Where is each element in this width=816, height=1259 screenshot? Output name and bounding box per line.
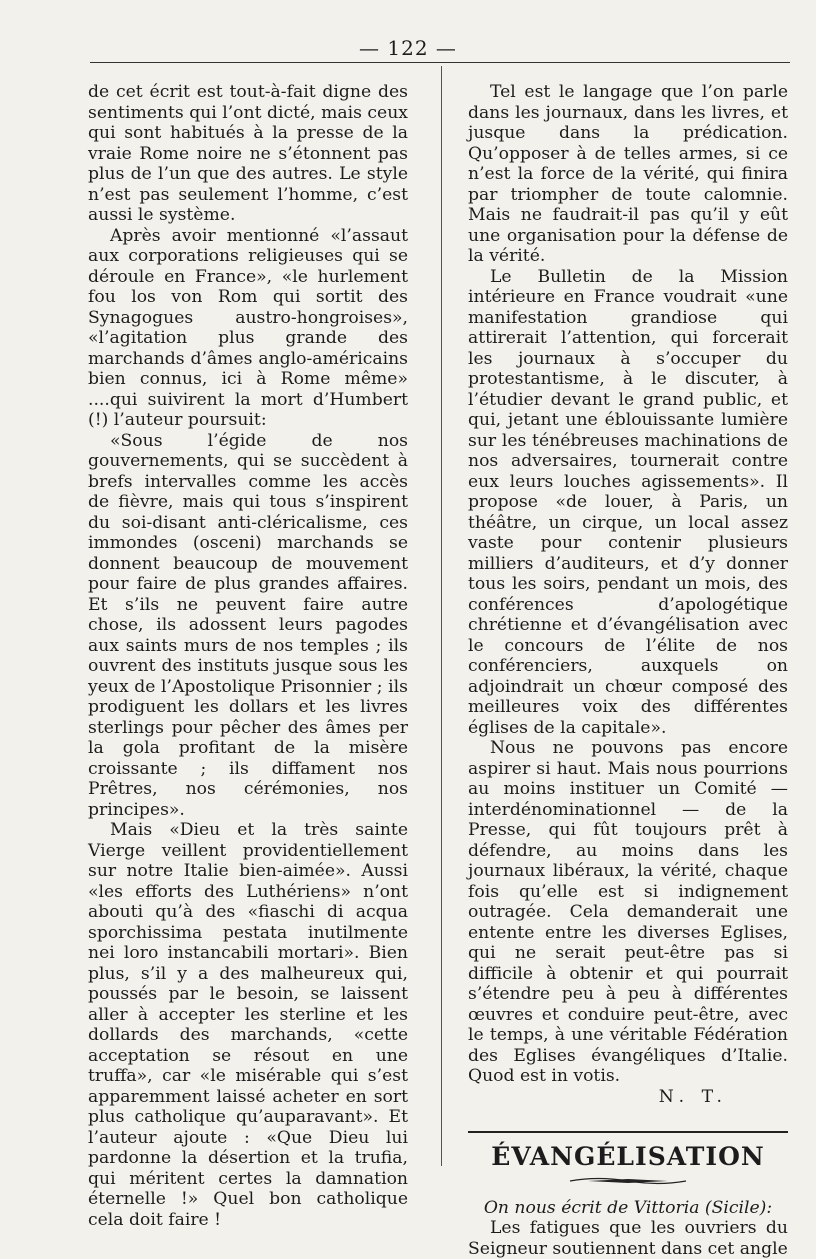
paragraph: Tel est le langage que l’on parle dans les journaux, dans les livres, et jusque dans la prédication. Qu’opposer à de telles armes, si ce n’est la force de la vérité, qui finira par triompher de toute calomnie. Mais ne faudrait-il pas qu’il y eût une organisation pour la défense de la vérité. xyxy=(468,82,788,266)
right-column xyxy=(468,82,788,1259)
section-title: ÉVANGÉLISATION xyxy=(491,1142,765,1171)
header-rule xyxy=(90,62,790,63)
paragraph: Le Bulletin de la Mission intérieure en France voudrait «une manifestation grandiose qui attirerait l’attention, qui forcerait les journaux à s’occuper du protestantisme, à le discuter, à l’étudier devant le grand public, et qui, jetant une éblouissante lumière sur les ténébreuses machinations de nos adversaires, tournerait contre eux leurs louches agissements». Il propose «de louer, à Paris, un théâtre, un cirque, un local assez vaste pour contenir plusieurs milliers d’auditeurs, et d’y donner tous les soirs, pendant un mois, des conférences d’apologétique chrétienne et d’évangélisation avec le concours de l’élite de nos conférenciers, auxquels on adjoindrait un chœur composé des meilleures voix des différentes églises de la capitale». xyxy=(468,266,788,738)
paragraph: Les fatigues que les ouvriers du Seigneur soutiennent dans cet angle xyxy=(468,1218,788,1259)
page-number: — 122 — xyxy=(359,36,457,60)
column-divider xyxy=(441,66,442,1166)
dateline: On nous écrit de Vittoria (Sicile): xyxy=(483,1197,773,1218)
left-column xyxy=(88,82,408,1230)
ornament-divider-icon xyxy=(568,1174,688,1188)
paragraph: Mais «Dieu et la très sainte Vierge veillent providentiellement sur notre Italie bien-aimée». Aussi «les efforts des Luthériens» n’ont abouti qu’à des «fiaschi di acqua sporchissima pestata inutilmente nei loro instancabili mortari». Bien plus, s’il y a des malheureux qui, poussés par le besoin, se laissent aller à accepter les sterline et les dollards des marchands, «cette acceptation se résout en une truffa», car «le misérable qui s’est apparemment laissé acheter en sort plus catholique qu’auparavant». Et l’auteur ajoute : «Que Dieu lui pardonne la désertion et la trufia, qui méritent certes la damnation éternelle !» Quel bon catholique cela doit faire ! xyxy=(88,820,408,1230)
paragraph: Nous ne pouvons pas encore aspirer si haut. Mais nous pourrions au moins instituer un Comité — interdénominationnel — de la Presse, qui fût toujours prêt à défendre, au moins dans les journaux libéraux, la vérité, chaque fois qu’elle est si indignement outragée. Cela demanderait une entente entre les diverses Eglises, qui ne serait peut-être pas si difficile à obtenir et qui pourrait s’étendre peu à peu à différentes œuvres et conduire peut-être, avec le temps, à une véritable Fédération des Eglises évangéliques d’Italie. Quod est in votis. xyxy=(468,738,788,1086)
paragraph: «Sous l’égide de nos gouvernements, qui se succèdent à brefs intervalles comme les accès de fièvre, mais qui tous s’inspirent du soi-disant anti-cléricalisme, ces immondes (osceni) marchands se donnent beaucoup de mouvement pour faire de plus grandes affaires. Et s’ils ne peuvent faire autre chose, ils adossent leurs pagodes aux saints murs de nos temples ; ils ouvrent des instituts jusque sous les yeux de l’Apostolique Prisonnier ; ils prodiguent les dollars et les livres sterlings pour pêcher des âmes per la gola profitant de la misère croissante ; ils diffament nos Prêtres, nos cérémonies, nos principes». xyxy=(88,430,408,820)
signature: N. T. xyxy=(658,1086,728,1107)
section-rule xyxy=(468,1131,788,1133)
paragraph: Après avoir mentionné «l’assaut aux corporations religieuses qui se déroule en France», «le hurlement fou los von Rom qui sortit des Synagogues austro-hongroises», «l’agitation plus grande des marchands d’âmes anglo-américains bien connus, ici à Rome même» ....qui suivirent la mort d’Humbert (!) l’auteur poursuit: xyxy=(88,225,408,430)
paragraph: de cet écrit est tout-à-fait digne des sentiments qui l’ont dicté, mais ceux qui sont habitués à la presse de la vraie Rome noire ne s’étonnent pas plus de l’un que des autres. Le style n’est pas seulement l’homme, c’est aussi le système. xyxy=(88,82,408,225)
